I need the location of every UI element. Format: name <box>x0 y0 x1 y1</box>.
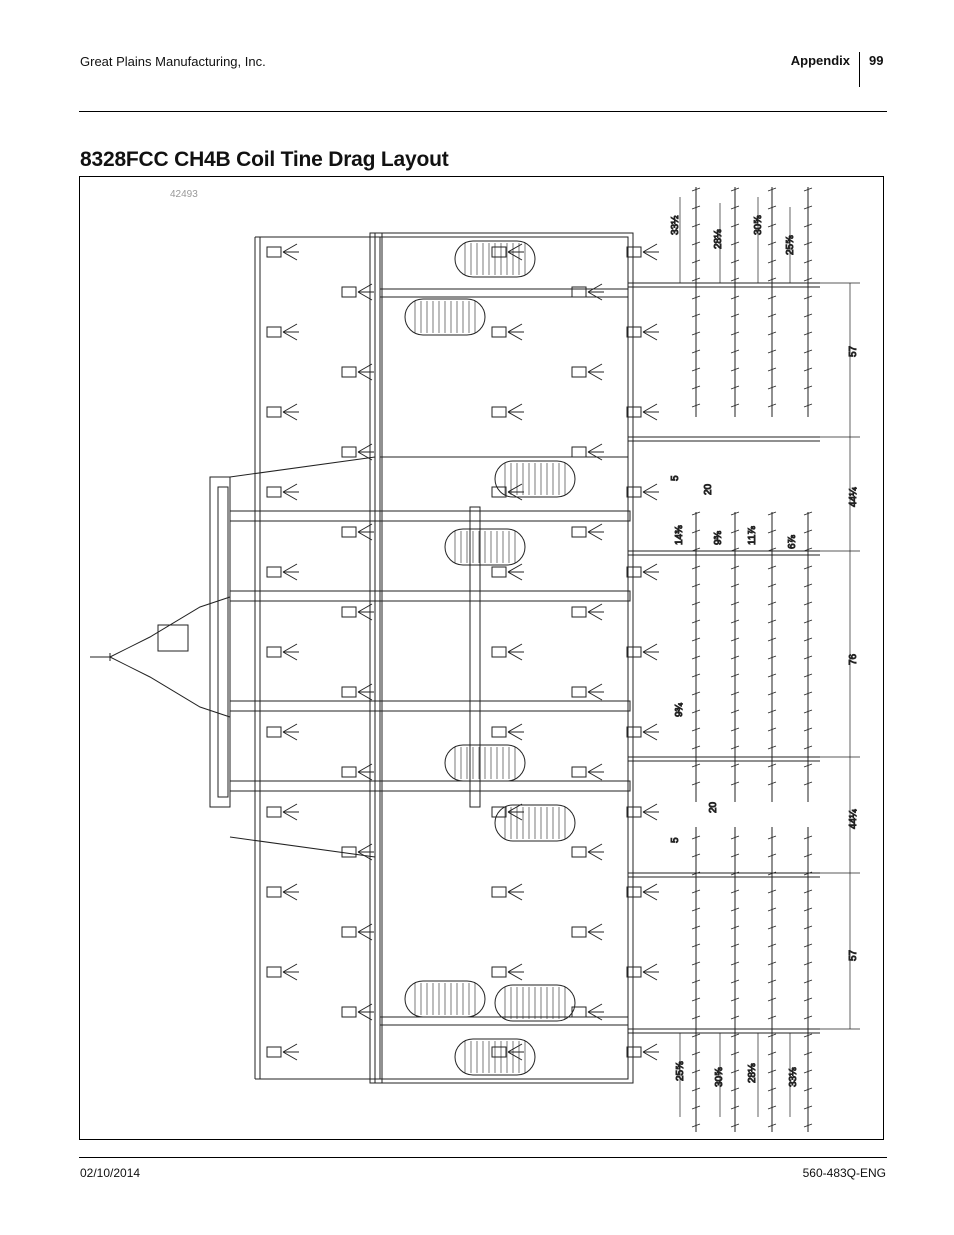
gauge-wheel <box>495 985 575 1021</box>
shank-tine <box>492 564 524 580</box>
shank-tine <box>627 404 659 420</box>
footer-date: 02/10/2014 <box>80 1166 141 1180</box>
shank-tine <box>267 884 299 900</box>
dim-mid-9: 5 <box>670 837 681 843</box>
dim-mid-6: 6⅞ <box>787 535 798 549</box>
shank-tine <box>267 244 299 260</box>
middle-dimension-labels <box>670 475 798 843</box>
shank-tine <box>267 724 299 740</box>
shank-rows <box>267 244 659 1060</box>
shank-tine <box>627 1044 659 1060</box>
shank-tine <box>627 244 659 260</box>
dim-span-1: 57 <box>848 345 859 357</box>
header-rule <box>79 111 887 112</box>
shank-tine <box>627 964 659 980</box>
dim-bot-1: 25⅝ <box>675 1061 686 1081</box>
dim-span-5: 57 <box>848 949 859 961</box>
dim-mid-5: 11⅞ <box>747 526 758 545</box>
dim-mid-8: 20 <box>708 801 719 813</box>
page-number: 99 <box>869 53 884 68</box>
gauge-wheel <box>445 529 525 565</box>
dim-bot-2: 30⅝ <box>714 1067 725 1087</box>
dim-bot-3: 28⅛ <box>747 1063 758 1083</box>
dim-span-4: 44¼ <box>848 809 859 829</box>
shank-tine <box>267 564 299 580</box>
dim-span-2: 44¼ <box>848 487 859 507</box>
shank-tine <box>492 724 524 740</box>
shank-tine <box>572 524 604 540</box>
header-company: Great Plains Manufacturing, Inc. <box>80 54 266 69</box>
drag-layout-drawing <box>80 177 883 1139</box>
shank-tine <box>572 1004 604 1020</box>
shank-tine <box>572 444 604 460</box>
gauge-wheel <box>445 745 525 781</box>
figure-id: 42493 <box>170 189 198 200</box>
gauge-wheel <box>495 461 575 497</box>
dim-top-3: 30⅝ <box>753 215 764 235</box>
shank-tine <box>627 564 659 580</box>
shank-tine <box>627 884 659 900</box>
footer-rule <box>79 1157 887 1158</box>
top-dimension-labels <box>670 215 796 255</box>
shank-tine <box>572 364 604 380</box>
shank-tine <box>342 1004 374 1020</box>
dim-mid-7: 9¾ <box>674 703 685 717</box>
layout-figure <box>79 176 884 1140</box>
shank-tine <box>267 644 299 660</box>
header-divider <box>859 52 860 87</box>
shank-tine <box>492 644 524 660</box>
page-title: 8328FCC CH4B Coil Tine Drag Layout <box>80 148 449 171</box>
shank-tine <box>492 324 524 340</box>
shank-tine <box>342 524 374 540</box>
dim-bot-4: 33⅛ <box>788 1067 799 1087</box>
shank-tine <box>627 644 659 660</box>
shank-tine <box>342 764 374 780</box>
dim-mid-3: 14⅜ <box>674 525 685 545</box>
shank-tine <box>267 964 299 980</box>
shank-tine <box>492 404 524 420</box>
dim-span-3: 76 <box>848 653 859 665</box>
shank-tine <box>572 924 604 940</box>
gauge-wheel <box>495 805 575 841</box>
header-section: Appendix <box>790 53 850 68</box>
main-frame <box>255 233 633 1083</box>
gauge-wheel <box>455 241 535 277</box>
shank-tine <box>492 804 524 820</box>
shank-tine <box>627 724 659 740</box>
cross-beam <box>230 511 630 521</box>
cross-beam <box>230 701 630 711</box>
right-span-labels <box>847 345 859 961</box>
shank-tine <box>342 604 374 620</box>
shank-tine <box>342 924 374 940</box>
gauge-wheel <box>405 299 485 335</box>
dim-mid-4: 9⅜ <box>713 531 724 545</box>
shank-tine <box>627 484 659 500</box>
shank-tine <box>572 684 604 700</box>
shank-tine <box>627 324 659 340</box>
dimension-lines <box>680 197 860 1117</box>
shank-tine <box>342 284 374 300</box>
wing-brace <box>230 457 375 857</box>
cross-beam <box>230 591 630 601</box>
bottom-dimension-labels <box>675 1061 799 1087</box>
shank-tine <box>492 964 524 980</box>
shank-tine <box>342 844 374 860</box>
shank-tine <box>572 844 604 860</box>
shank-tine <box>572 604 604 620</box>
gauge-wheels <box>405 241 575 1075</box>
shank-tine <box>342 684 374 700</box>
shank-tine <box>572 764 604 780</box>
dim-top-4: 25⅝ <box>785 235 796 255</box>
shank-tine <box>627 804 659 820</box>
shank-tine <box>492 884 524 900</box>
dim-mid-1: 5 <box>670 475 681 481</box>
shank-tine <box>267 324 299 340</box>
dim-mid-2: 20 <box>703 483 714 495</box>
shank-tine <box>267 484 299 500</box>
gauge-wheel <box>405 981 485 1017</box>
shank-tine <box>267 1044 299 1060</box>
hitch-tongue <box>90 477 230 807</box>
shank-tine <box>572 284 604 300</box>
dim-top-2: 28⅛ <box>713 229 724 249</box>
cross-beam <box>230 781 630 791</box>
dim-top-1: 33½ <box>670 215 681 235</box>
shank-tine <box>267 804 299 820</box>
footer-doc-number: 560-483Q-ENG <box>802 1166 886 1180</box>
shank-tine <box>267 404 299 420</box>
shank-tine <box>342 364 374 380</box>
cross-beams <box>230 289 630 1025</box>
